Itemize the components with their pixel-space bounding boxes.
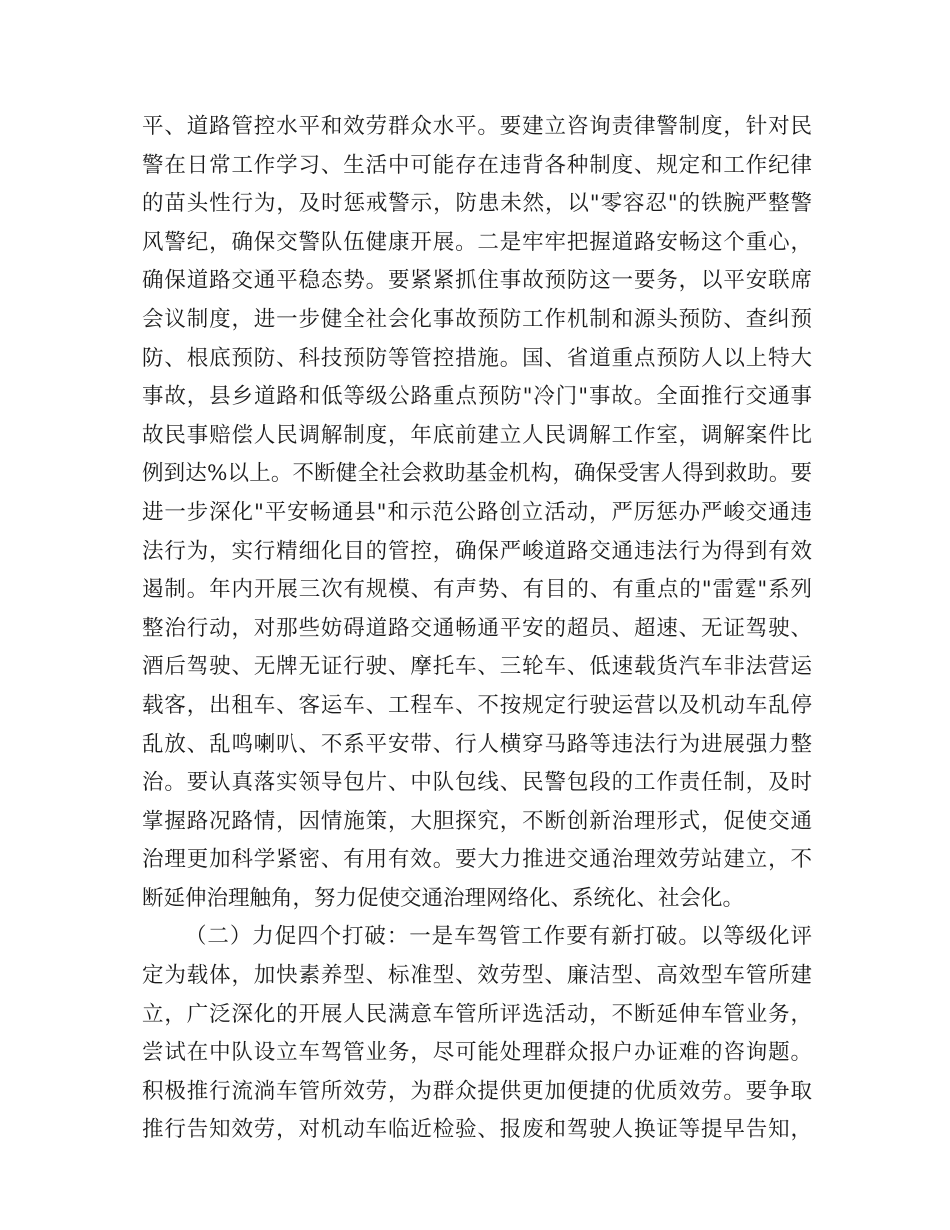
text-line: 尝试在中队设立车驾管业务，尽可能处理群众报户办证难的咨询题。	[142, 1040, 812, 1066]
text-line: 进一步深化"平安畅通县"和示范公路创立活动，严厉惩办严峻交通违	[142, 499, 812, 525]
text-line: 积极推行流淌车管所效劳，为群众提供更加便捷的优质效劳。要争取	[142, 1078, 812, 1104]
text-line: 立，广泛深化的开展人民满意车管所评选活动，不断延伸车管业务，	[142, 1001, 812, 1027]
text-line: 故民事赔偿人民调解制度，年底前建立人民调解工作室，调解案件比	[142, 422, 812, 448]
text-line: 乱放、乱鸣喇叭、不系平安带、行人横穿马路等违法行为进展强力整	[142, 731, 812, 757]
text-line: 推行告知效劳，对机动车临近检验、报废和驾驶人换证等提早告知，	[142, 1117, 812, 1143]
section-heading-line: （二）力促四个打破：一是车驾管工作要有新打破。以等级化评	[185, 924, 812, 950]
text-line: 防、根底预防、科技预防等管控措施。国、省道重点预防人以上特大	[142, 345, 812, 371]
text-line: 遏制。年内开展三次有规模、有声势、有目的、有重点的"雷霆"系列	[142, 577, 812, 603]
text-line: 掌握路况路情，因情施策，大胆探究，不断创新治理形式，促使交通	[142, 808, 812, 834]
text-line: 酒后驾驶、无牌无证行驶、摩托车、三轮车、低速载货汽车非法营运	[142, 654, 812, 680]
text-line: 风警纪，确保交警队伍健康开展。二是牢牢把握道路安畅这个重心，	[142, 229, 812, 255]
paragraph-end-line: 断延伸治理触角，努力促使交通治理网络化、系统化、社会化。	[142, 885, 745, 911]
text-line: 例到达%以上。不断健全社会救助基金机构，确保受害人得到救助。要	[142, 461, 812, 487]
text-line: 平、道路管控水平和效劳群众水平。要建立咨询责律警制度，针对民	[142, 114, 812, 139]
text-line: 的苗头性行为，及时惩戒警示，防患未然，以"零容忍"的铁腕严整警	[142, 191, 812, 217]
text-line: 事故，县乡道路和低等级公路重点预防"冷门"事故。全面推行交通事	[142, 384, 812, 410]
text-line: 确保道路交通平稳态势。要紧紧抓住事故预防这一要务，以平安联席	[142, 268, 812, 294]
text-line: 定为载体，加快素养型、标准型、效劳型、廉洁型、高效型车管所建	[142, 963, 812, 989]
body-text	[142, 108, 812, 1150]
text-line: 整治行动，对那些妨碍道路交通畅通平安的超员、超速、无证驾驶、	[142, 615, 812, 641]
text-line: 警在日常工作学习、生活中可能存在违背各种制度、规定和工作纪律	[142, 152, 812, 178]
text-line: 载客，出租车、客运车、工程车、不按规定行驶运营以及机动车乱停	[142, 692, 812, 718]
text-line: 法行为，实行精细化目的管控，确保严峻道路交通违法行为得到有效	[142, 538, 812, 564]
text-line: 治理更加科学紧密、有用有效。要大力推进交通治理效劳站建立，不	[142, 847, 812, 873]
text-line: 治。要认真落实领导包片、中队包线、民警包段的工作责任制，及时	[142, 770, 812, 796]
text-line: 会议制度，进一步健全社会化事故预防工作机制和源头预防、查纠预	[142, 306, 812, 332]
